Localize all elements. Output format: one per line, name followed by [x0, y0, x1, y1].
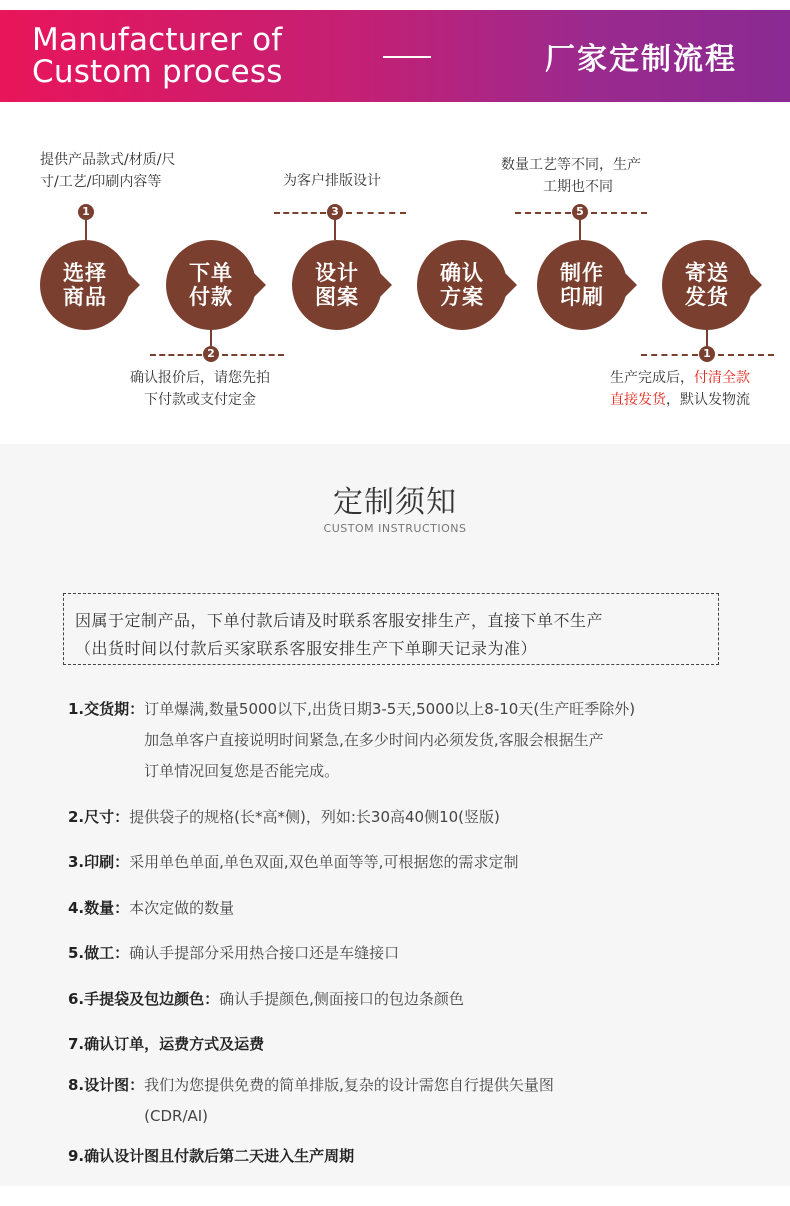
- note-step-3: [283, 170, 381, 192]
- note-line: [610, 367, 750, 389]
- item-line: 本次定做的数量: [129, 899, 235, 917]
- item-content: [144, 694, 635, 787]
- note-step-6: [610, 367, 750, 411]
- note-text-highlight: 付清全款: [694, 370, 750, 386]
- step-label-line: 付款: [189, 284, 233, 309]
- item-label: 8.设计图：: [68, 1076, 145, 1094]
- item-line: 提供袋子的规格(长*高*侧)，列如:长30高40侧10(竖版): [129, 808, 500, 826]
- process-step-select-product: [40, 240, 148, 348]
- step-label: [670, 261, 744, 309]
- instruction-item-handle-color: [68, 984, 464, 1015]
- step-label-line: 下单: [189, 260, 233, 285]
- banner-divider: [383, 56, 431, 58]
- process-step-place-order: [166, 240, 274, 348]
- arrow-right-icon: [748, 271, 762, 299]
- step-label-line: 方案: [440, 284, 484, 309]
- item-line: (CDR/AI): [144, 1107, 209, 1125]
- header-banner: [0, 10, 790, 102]
- step-label-line: 发货: [685, 284, 729, 309]
- instruction-item-design: [68, 1070, 554, 1132]
- step-number-badge: 1: [699, 346, 715, 362]
- custom-instructions-section: [0, 444, 790, 1186]
- banner-title-en-line2: Custom process: [32, 54, 283, 90]
- item-label: 3.印刷：: [68, 853, 130, 871]
- step-label: [174, 261, 248, 309]
- step-label: [425, 261, 499, 309]
- note-step-1: [40, 149, 175, 193]
- note-step-2: [130, 367, 270, 411]
- note-step-5: [501, 154, 641, 198]
- step-label-line: 选择: [63, 260, 107, 285]
- note-text: ，默认发物流: [666, 392, 750, 408]
- step-label-line: 图案: [315, 284, 359, 309]
- dashed-line: [591, 212, 647, 214]
- instruction-item-quantity: [68, 893, 234, 924]
- item-line: 加急单客户直接说明时间紧急,在多少时间内必须发货,客服会根据生产: [144, 731, 604, 749]
- dashed-line: [346, 212, 406, 214]
- item-line: 采用单色单面,单色双面,双色单面等等,可根据您的需求定制: [129, 853, 519, 871]
- dashed-line: [222, 354, 284, 356]
- instructions-subtitle: CUSTOM INSTRUCTIONS: [323, 522, 467, 535]
- step-label-line: 印刷: [560, 284, 604, 309]
- step-label-line: 制作: [560, 260, 604, 285]
- arrow-right-icon: [378, 271, 392, 299]
- note-line: 确认报价后，请您先拍: [130, 370, 270, 386]
- instruction-item-confirm-order: [68, 1029, 264, 1060]
- step-label-line: 确认: [440, 260, 484, 285]
- dashed-line: [641, 354, 698, 356]
- banner-title-cn: 厂家定制流程: [545, 42, 737, 77]
- item-label: 1.交货期：: [68, 700, 145, 718]
- item-line: 我们为您提供免费的简单排版,复杂的设计需您自行提供矢量图: [144, 1076, 554, 1094]
- process-step-ship: [662, 240, 770, 348]
- notice-line-1: 因属于定制产品，下单付款后请及时联系客服安排生产，直接下单不生产: [75, 611, 604, 630]
- connector-line: [579, 220, 581, 240]
- step-label-line: 设计: [315, 260, 359, 285]
- instruction-item-delivery: [68, 694, 635, 787]
- note-text: 生产完成后，: [610, 370, 694, 386]
- arrow-right-icon: [252, 271, 266, 299]
- item-label: 4.数量：: [68, 899, 130, 917]
- arrow-right-icon: [126, 271, 140, 299]
- item-content: [144, 1070, 554, 1132]
- connector-line: [210, 330, 212, 346]
- instructions-title: 定制须知: [333, 485, 457, 520]
- item-line: 确认手提部分采用热合接口还是车缝接口: [129, 944, 400, 962]
- note-line: 工期也不同: [543, 179, 613, 195]
- note-line: 为客户排版设计: [283, 173, 381, 189]
- item-label: 9.确认设计图且付款后第二天进入生产周期: [68, 1147, 355, 1165]
- dashed-line: [274, 212, 326, 214]
- note-text-highlight: 直接发货: [610, 392, 666, 408]
- instruction-item-size: [68, 802, 500, 833]
- process-step-print: [537, 240, 645, 348]
- step-label-line: 商品: [63, 284, 107, 309]
- step-number-badge: 3: [327, 204, 343, 220]
- step-label: [545, 261, 619, 309]
- item-line: 订单爆满,数量5000以下,出货日期3-5天,5000以上8-10天(生产旺季除外): [144, 700, 636, 718]
- step-number-badge: 5: [572, 204, 588, 220]
- step-number-badge: 1: [78, 204, 94, 220]
- step-label-line: 寄送: [685, 260, 729, 285]
- arrow-right-icon: [503, 271, 517, 299]
- note-line: 寸/工艺/印刷内容等: [40, 174, 162, 190]
- connector-line: [706, 330, 708, 346]
- instruction-item-production-cycle: [68, 1141, 354, 1172]
- step-number-badge: 2: [203, 346, 219, 362]
- process-flow: [0, 102, 790, 444]
- item-line: 订单情况回复您是否能完成。: [144, 762, 340, 780]
- dashed-line: [718, 354, 774, 356]
- banner-title-en: [32, 24, 283, 88]
- connector-line: [85, 220, 87, 240]
- instruction-item-workmanship: [68, 938, 399, 969]
- step-label: [300, 261, 374, 309]
- note-line: 数量工艺等不同，生产: [501, 157, 641, 173]
- note-line: 下付款或支付定金: [144, 392, 256, 408]
- process-step-design: [292, 240, 400, 348]
- instruction-item-printing: [68, 847, 518, 878]
- item-label: 2.尺寸：: [68, 808, 130, 826]
- banner-title-en-line1: Manufacturer of: [32, 22, 283, 58]
- notice-line-2: （出货时间以付款后买家联系客服安排生产下单聊天记录为准）: [75, 639, 538, 658]
- dashed-line: [515, 212, 571, 214]
- item-line: 确认手提颜色,侧面接口的包边条颜色: [219, 990, 464, 1008]
- connector-line: [334, 220, 336, 240]
- item-label: 7.确认订单，运费方式及运费: [68, 1035, 265, 1053]
- note-line: [610, 389, 750, 411]
- item-label: 6.手提袋及包边颜色：: [68, 990, 220, 1008]
- arrow-right-icon: [623, 271, 637, 299]
- note-line: 提供产品款式/材质/尺: [40, 152, 176, 168]
- notice-box: [63, 593, 719, 665]
- step-label: [48, 261, 122, 309]
- process-step-confirm: [417, 240, 525, 348]
- item-label: 5.做工：: [68, 944, 130, 962]
- dashed-line: [150, 354, 202, 356]
